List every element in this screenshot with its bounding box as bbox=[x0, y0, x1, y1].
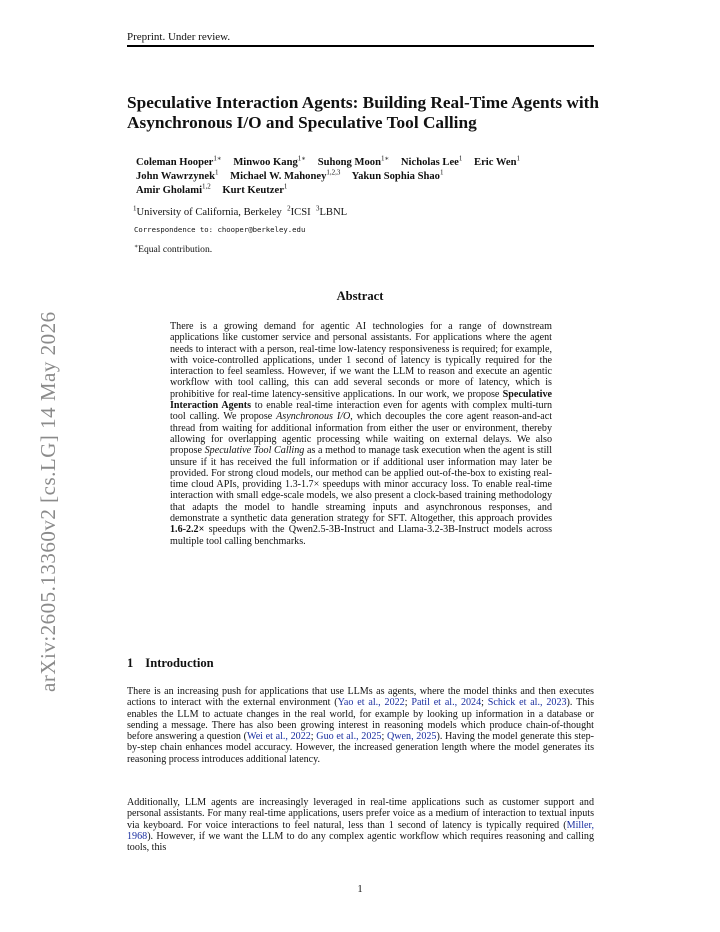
page-number: 1 bbox=[357, 884, 363, 895]
author: Eric Wen$^1$ bbox=[474, 154, 521, 168]
running-header: Preprint. Under review. bbox=[127, 31, 231, 43]
arxiv-watermark: arXiv:2605.13360v2 [cs.LG] 14 May 2026 bbox=[36, 311, 60, 692]
author: Amir Gholami$^{1,2}$ bbox=[136, 182, 211, 196]
header-rule bbox=[127, 45, 594, 47]
section-heading-introduction: 1 Introduction bbox=[127, 656, 214, 670]
author: Michael W. Mahoney$^{1,2,3}$ bbox=[230, 168, 341, 182]
author: Suhong Moon$^{1∗}$ bbox=[317, 154, 390, 168]
abstract-text: There is a growing demand for agentic AI technologies for a range of downstream applications like customer service and personal assistants. For applications where the agent needs to interact with a person, real-time low-latency responsiveness is required; for example, with voice-controlled applications, under 1 second of latency is typically required for the interaction to feel seamless. However, if we want the LLM to reason and execute an agentic workflow with tool calling, this can add several seconds or more of latency, which is prohibitive for real-time latency-sensitive applications. In our work, we propose Speculative Interaction Agents to enable real-time interaction even for agents with complex multi-turn tool calling. We propose Asynchronous I/O, which decouples the core agent reason-and-act thread from waiting for additional information from either the user or environment, thereby allowing for overlapping agentic processing while waiting on external delays. We also propose Speculative Tool Calling as a method to manage task execution when the agent is still unsure if it has received the full information or if additional user information may later be provided. For strong cloud models, our method can be applied out-of-the-box to existing real-time cloud APIs, providing 1.3-1.7× speedups with minor accuracy loss. To enable real-time interaction with small edge-scale models, we also present a clock-based training methodology that adapts the model to handle streaming inputs and asynchronous responses, and demonstrate a synthetic data generation strategy for SFT. Altogether, this approach provides 1.6-2.2× speedups with the Qwen2.5-3B-Instruct and Llama-3.2-3B-Instruct models across multiple tool calling benchmarks. bbox=[170, 321, 552, 547]
author: Coleman Hooper$^{1∗}$ bbox=[136, 154, 222, 168]
author: John Wawrzynek$^1$ bbox=[136, 168, 219, 182]
paper-title: Speculative Interaction Agents: Building Real-Time Agents with Asynchronous I/O and Speculative Tool Calling bbox=[127, 93, 600, 132]
correspondence-line: Correspondence to: chooper@berkeley.edu bbox=[134, 225, 306, 234]
author: Minwoo Kang$^{1∗}$ bbox=[233, 154, 307, 168]
citation-link[interactable]: Patil et al., 2024 bbox=[411, 697, 482, 709]
affiliations: $^1$University of California, Berkeley $^2$ICSI $^3$LBNL bbox=[133, 204, 348, 218]
author: Nicholas Lee$^1$ bbox=[400, 154, 463, 168]
citation-link[interactable]: Guo et al., 2025 bbox=[316, 731, 382, 743]
intro-paragraph: Additionally, LLM agents are increasingly leveraged in real-time applications such as customer support and personal assistants. For many real-time applications, users prefer voice as a medium of interaction to textual inputs via keyboard. For voice interactions to feel natural, less than 1 second of latency is typically required (Miller, 1968). However, if we want the LLM to do any complex agentic workflow which requires reasoning and calling tools, this bbox=[127, 797, 594, 854]
citation-link[interactable]: Schick et al., 2023 bbox=[487, 697, 567, 709]
author-list bbox=[136, 156, 596, 198]
citation-link[interactable]: Qwen, 2025 bbox=[386, 731, 437, 743]
intro-paragraph: There is an increasing push for applications that use LLMs as agents, where the model thinks and then executes actions to interact with the external environment (Yao et al., 2022; Patil et al., 2024; Schick et al., 2023). This enables the LLM to actuate changes in the real world, for example by looking up information in a database or sending a message. There has also been growing interest in reasoning models which produce chain-of-thought before answering a question (Wei et al., 2022; Guo et al., 2025; Qwen, 2025). Having the model generate this step-by-step chain enhances model accuracy. However, the increased generation length where the model generates its reasoning process introduces additional latency. bbox=[127, 686, 595, 765]
citation-link[interactable]: Yao et al., 2022 bbox=[337, 697, 405, 709]
citation-link[interactable]: Wei et al., 2022 bbox=[246, 731, 311, 743]
citation-link[interactable]: Miller, 1968 bbox=[127, 819, 594, 842]
author: Yakun Sophia Shao$^1$ bbox=[351, 168, 444, 182]
abstract-heading: Abstract bbox=[336, 289, 384, 303]
equal-contribution-note: ∗Equal contribution. bbox=[134, 243, 213, 255]
author: Kurt Keutzer$^1$ bbox=[222, 182, 288, 196]
